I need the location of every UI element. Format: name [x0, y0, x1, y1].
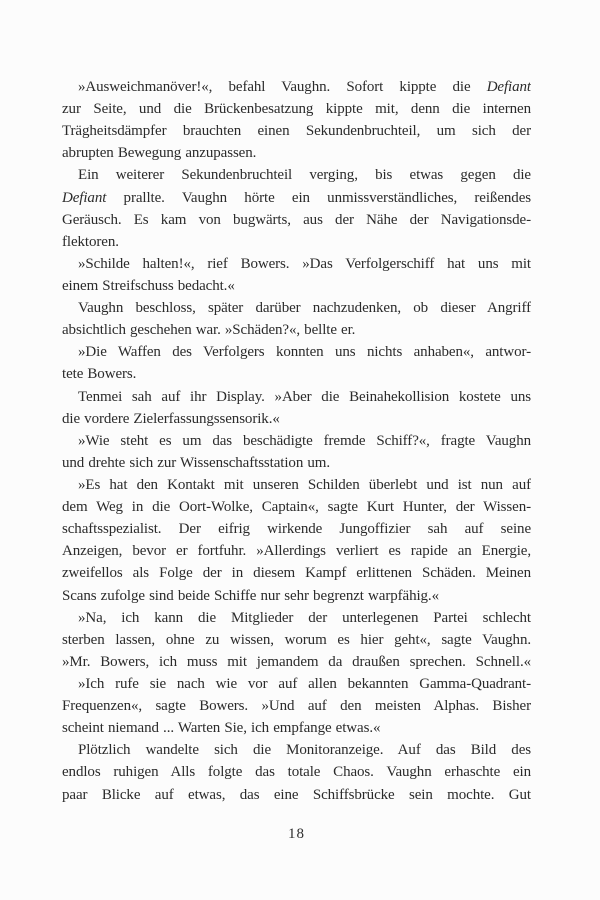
- text-line: [62, 297, 531, 319]
- text-segment: »Wie steht es um das beschädigte fremde Schiff?«, fragte Vaughn: [78, 432, 531, 449]
- text-line: [62, 209, 531, 231]
- text-segment: »Schilde halten!«, rief Bowers. »Das Verfolgerschiff hat uns mit: [78, 255, 531, 272]
- text-line: [62, 253, 531, 275]
- text-segment: paar Blicke auf etwas, das eine Schiffsbrücke sein mochte. Gut: [62, 786, 531, 803]
- text-line: [62, 386, 531, 408]
- text-segment: Plötzlich wandelte sich die Monitoranzeige. Auf das Bild des: [78, 742, 531, 759]
- text-line: [62, 164, 531, 186]
- text-line: [62, 717, 531, 739]
- text-segment: »Na, ich kann die Mitglieder der unterlegenen Partei schlecht: [78, 609, 531, 626]
- text-line: [62, 142, 531, 164]
- text-line: [62, 651, 531, 673]
- body-text: [62, 76, 531, 806]
- text-segment: Geräusch. Es kam von bugwärts, aus der Nähe der Navigationsde-: [62, 211, 531, 228]
- text-segment: »Die Waffen des Verfolgers konnten uns nichts anhaben«, antwor-: [78, 344, 531, 361]
- text-line: [62, 562, 531, 584]
- text-segment: und drehte sich zur Wissenschaftsstation um.: [62, 454, 330, 471]
- text-line: [62, 474, 531, 496]
- text-segment: schaftsspezialist. Der eifrig wirkende Jungoffizier sah auf seine: [62, 521, 531, 538]
- text-line: [62, 319, 531, 341]
- text-line: [62, 629, 531, 651]
- text-segment: zweifellos als Folge der in diesem Kampf erlittenen Schäden. Meinen: [62, 565, 531, 582]
- text-segment: einem Streifschuss bedacht.«: [62, 277, 235, 294]
- text-line: [62, 231, 531, 253]
- text-line: [62, 430, 531, 452]
- text-segment: sterben lassen, ohne zu wissen, worum es hier geht«, sagte Vaughn.: [62, 631, 531, 648]
- text-segment: Anzeigen, bevor er fortfuhr. »Allerdings verliert es rapide an Energie,: [62, 543, 531, 560]
- text-line: [62, 739, 531, 761]
- italic-text-segment: Defiant: [62, 189, 107, 206]
- text-segment: Tenmei sah auf ihr Display. »Aber die Beinahekollision kostete uns: [78, 388, 531, 405]
- text-segment: prallte. Vaughn hörte ein unmissverständliches, reißendes: [106, 189, 531, 206]
- text-segment: Ein weiterer Sekundenbruchteil verging, bis etwas gegen die: [78, 167, 531, 184]
- text-line: [62, 784, 531, 806]
- text-segment: »Es hat den Kontakt mit unseren Schilden überlebt und ist nun auf: [78, 476, 531, 493]
- text-line: [62, 363, 531, 385]
- text-line: [62, 540, 531, 562]
- text-line: [62, 673, 531, 695]
- text-segment: Vaughn beschloss, später darüber nachzudenken, ob dieser Angriff: [78, 300, 531, 317]
- text-segment: tete Bowers.: [62, 366, 137, 383]
- text-line: [62, 496, 531, 518]
- text-line: [62, 518, 531, 540]
- text-line: [62, 408, 531, 430]
- text-segment: »Mr. Bowers, ich muss mit jemandem da draußen sprechen. Schnell.«: [62, 653, 531, 670]
- text-segment: Trägheitsdämpfer brauchten einen Sekundenbruchteil, um sich der: [62, 123, 531, 140]
- text-line: [62, 275, 531, 297]
- text-segment: scheint niemand ... Warten Sie, ich empfange etwas.«: [62, 720, 381, 737]
- text-line: [62, 341, 531, 363]
- page-number: 18: [288, 826, 305, 842]
- text-line: [62, 452, 531, 474]
- text-segment: »Ich rufe sie nach wie vor auf allen bekannten Gamma-Quadrant-: [78, 675, 531, 692]
- text-line: [62, 607, 531, 629]
- text-segment: zur Seite, und die Brückenbesatzung kippte mit, denn die internen: [62, 101, 531, 118]
- text-line: [62, 120, 531, 142]
- text-line: [62, 585, 531, 607]
- text-segment: abrupten Bewegung anzupassen.: [62, 145, 257, 162]
- text-line: [62, 98, 531, 120]
- text-segment: Frequenzen«, sagte Bowers. »Und auf den meisten Alphas. Bisher: [62, 698, 531, 715]
- text-line: [62, 187, 531, 209]
- italic-text-segment: Defiant: [486, 79, 531, 95]
- text-line: [62, 695, 531, 717]
- text-segment: flektoren.: [62, 233, 119, 250]
- text-segment: »Ausweichmanöver!«, befahl Vaughn. Sofort kippte die: [78, 79, 487, 95]
- text-line: [62, 76, 531, 98]
- text-segment: Scans zufolge sind beide Schiffe nur sehr begrenzt warpfähig.«: [62, 587, 439, 604]
- text-segment: absichtlich geschehen war. »Schäden?«, bellte er.: [62, 322, 356, 339]
- text-line: [62, 761, 531, 783]
- text-segment: dem Weg in die Oort-Wolke, Captain«, sagte Kurt Hunter, der Wissen-: [62, 499, 531, 516]
- text-segment: die vordere Zielerfassungssensorik.«: [62, 410, 280, 427]
- text-segment: endlos ruhigen Alls folgte das totale Chaos. Vaughn erhaschte ein: [62, 764, 531, 781]
